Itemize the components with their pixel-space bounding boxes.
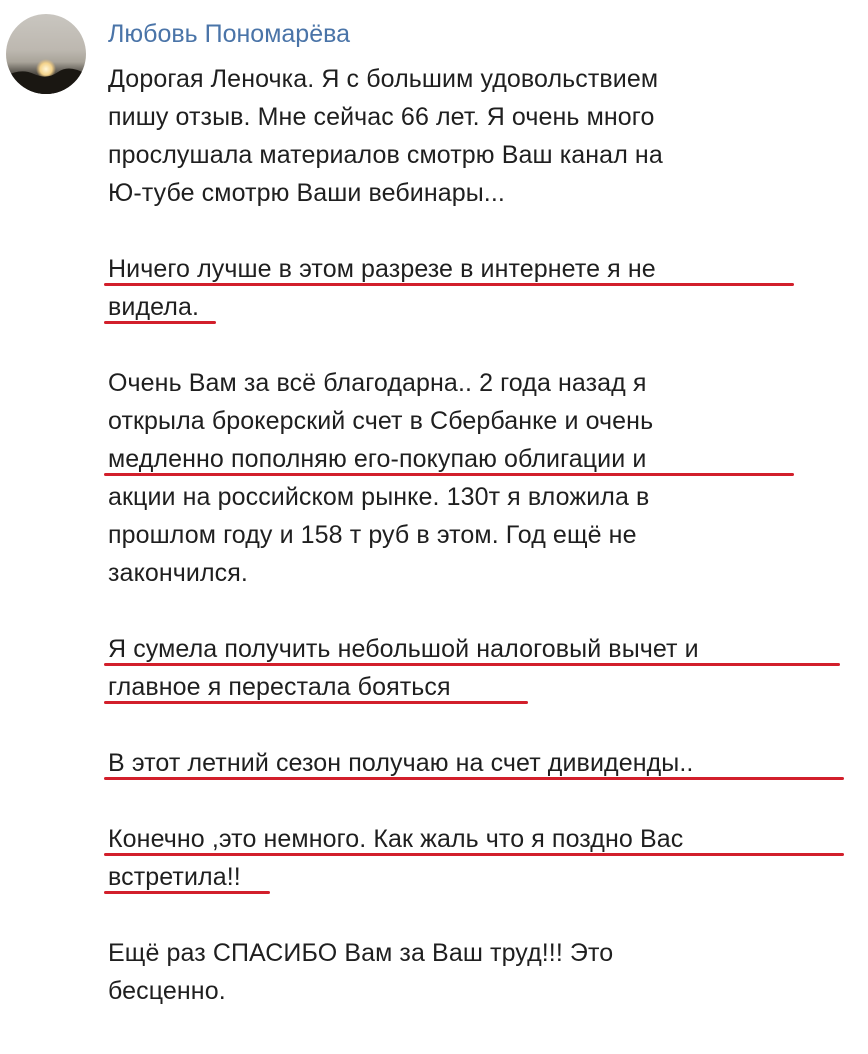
avatar[interactable] xyxy=(6,14,86,94)
text-line: открыла брокерский счет в Сбербанке и очень xyxy=(108,407,654,435)
paragraph-5 xyxy=(108,744,858,782)
highlighted-line: главное я перестала бояться xyxy=(108,668,858,706)
text-line: прослушала материалов смотрю Ваш канал на xyxy=(108,141,663,169)
highlighted-line: В этот летний сезон получаю на счет дивиденды.. xyxy=(108,744,858,782)
text-line: Ещё раз СПАСИБО Вам за Ваш труд!!! Это xyxy=(108,939,614,967)
paragraph-6 xyxy=(108,820,858,896)
text-line: пишу отзыв. Мне сейчас 66 лет. Я очень много xyxy=(108,103,655,131)
paragraph-4 xyxy=(108,630,858,706)
author-name[interactable]: Любовь Пономарёва xyxy=(108,20,351,48)
highlighted-line: Я сумела получить небольшой налоговый вычет и xyxy=(108,630,858,668)
text-line: Дорогая Леночка. Я с большим удовольствием xyxy=(108,65,659,93)
text-line: акции на российском рынке. 130т я вложила в xyxy=(108,483,650,511)
highlighted-line: Конечно ,это немного. Как жаль что я поздно Вас xyxy=(108,820,858,858)
text-line: прошлом году и 158 т руб в этом. Год ещё не xyxy=(108,521,637,549)
highlighted-line: Ничего лучше в этом разрезе в интернете я не xyxy=(108,250,858,288)
post-text xyxy=(108,60,858,1010)
sunset-avatar-icon xyxy=(6,14,86,94)
highlighted-line: видела. xyxy=(108,288,858,326)
text-line: бесценно. xyxy=(108,977,226,1005)
paragraph-7 xyxy=(108,934,858,1010)
text-line: закончился. xyxy=(108,559,248,587)
paragraph-1 xyxy=(108,60,858,212)
highlighted-line: встретила!! xyxy=(108,858,858,896)
paragraph-2 xyxy=(108,250,858,326)
paragraph-3 xyxy=(108,364,858,592)
text-line: Очень Вам за всё благодарна.. 2 года назад я xyxy=(108,369,647,397)
text-line: Ю-тубе смотрю Ваши вебинары... xyxy=(108,179,505,207)
highlighted-line: медленно пополняю его-покупаю облигации и xyxy=(108,440,858,478)
